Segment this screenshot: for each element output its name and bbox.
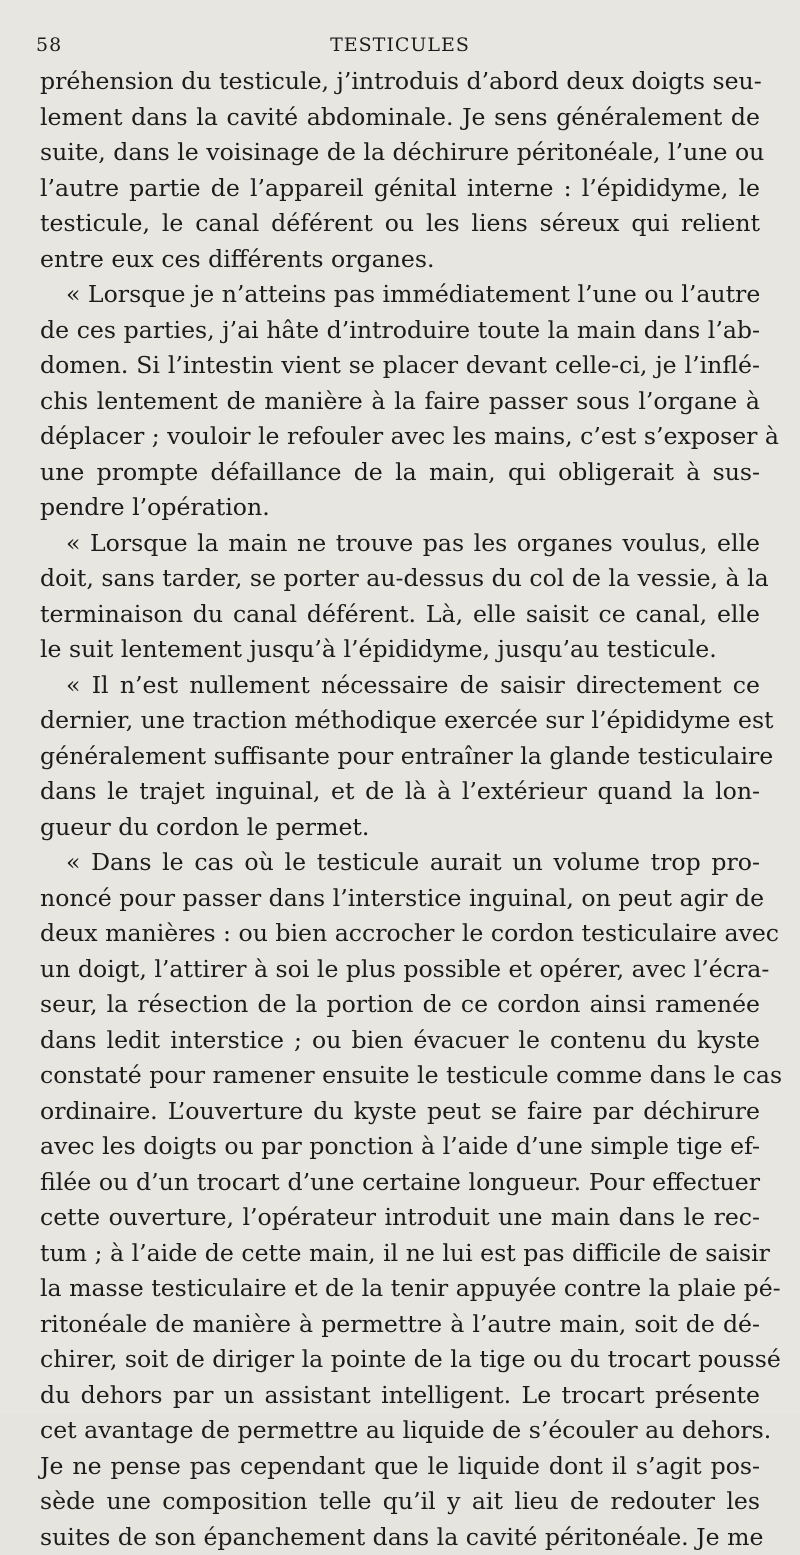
text-line: « Dans le cas où le testicule aurait un volume trop pro- (40, 845, 760, 881)
text-line: ritonéale de manière à permettre à l’autre main, soit de dé- (40, 1307, 760, 1343)
text-line: préhension du testicule, j’introduis d’abord deux doigts seu- (40, 64, 760, 100)
text-line: filée ou d’un trocart d’une certaine longueur. Pour effectuer (40, 1165, 760, 1201)
text-line: ordinaire. L’ouverture du kyste peut se faire par déchirure (40, 1094, 760, 1130)
text-line: « Lorsque la main ne trouve pas les organes voulus, elle (40, 526, 760, 562)
text-line: la masse testiculaire et de la tenir appuyée contre la plaie pé- (40, 1271, 760, 1307)
text-line: suites de son épanchement dans la cavité péritonéale. Je me (40, 1520, 760, 1555)
text-line: de ces parties, j’ai hâte d’introduire toute la main dans l’ab- (40, 313, 760, 349)
text-line: dans le trajet inguinal, et de là à l’extérieur quand la lon- (40, 774, 760, 810)
text-line: entre eux ces différents organes. (40, 242, 760, 278)
text-line: le suit lentement jusqu’à l’épididyme, jusqu’au testicule. (40, 632, 760, 668)
running-head: TESTICULES (40, 34, 760, 56)
text-line: Je ne pense pas cependant que le liquide dont il s’agit pos- (40, 1449, 760, 1485)
text-line: généralement suffisante pour entraîner la glande testiculaire (40, 739, 760, 775)
text-line: tum ; à l’aide de cette main, il ne lui est pas difficile de saisir (40, 1236, 760, 1272)
body-text (40, 64, 760, 1555)
text-line: sède une composition telle qu’il y ait lieu de redouter les (40, 1484, 760, 1520)
text-line: domen. Si l’intestin vient se placer devant celle-ci, je l’inflé- (40, 348, 760, 384)
page-number: 58 (36, 34, 62, 56)
page-header (40, 28, 760, 64)
text-line: déplacer ; vouloir le refouler avec les mains, c’est s’exposer à (40, 419, 760, 455)
text-line: cette ouverture, l’opérateur introduit une main dans le rec- (40, 1200, 760, 1236)
text-line: une prompte défaillance de la main, qui obligerait à sus- (40, 455, 760, 491)
text-line: constaté pour ramener ensuite le testicule comme dans le cas (40, 1058, 760, 1094)
text-line: gueur du cordon le permet. (40, 810, 760, 846)
text-line: un doigt, l’attirer à soi le plus possible et opérer, avec l’écra- (40, 952, 760, 988)
text-line: dernier, une traction méthodique exercée sur l’épididyme est (40, 703, 760, 739)
text-line: chirer, soit de diriger la pointe de la tige ou du trocart poussé (40, 1342, 760, 1378)
text-line: « Il n’est nullement nécessaire de saisir directement ce (40, 668, 760, 704)
text-line: l’autre partie de l’appareil génital interne : l’épididyme, le (40, 171, 760, 207)
text-line: lement dans la cavité abdominale. Je sens généralement de (40, 100, 760, 136)
text-line: terminaison du canal déférent. Là, elle saisit ce canal, elle (40, 597, 760, 633)
text-line: testicule, le canal déférent ou les liens séreux qui relient (40, 206, 760, 242)
text-line: noncé pour passer dans l’interstice inguinal, on peut agir de (40, 881, 760, 917)
text-line: cet avantage de permettre au liquide de s’écouler au dehors. (40, 1413, 760, 1449)
text-line: suite, dans le voisinage de la déchirure péritonéale, l’une ou (40, 135, 760, 171)
text-line: chis lentement de manière à la faire passer sous l’organe à (40, 384, 760, 420)
text-line: seur, la résection de la portion de ce cordon ainsi ramenée (40, 987, 760, 1023)
text-line: du dehors par un assistant intelligent. Le trocart présente (40, 1378, 760, 1414)
text-line: avec les doigts ou par ponction à l’aide d’une simple tige ef- (40, 1129, 760, 1165)
text-line: deux manières : ou bien accrocher le cordon testiculaire avec (40, 916, 760, 952)
text-line: dans ledit interstice ; ou bien évacuer le contenu du kyste (40, 1023, 760, 1059)
text-line: doit, sans tarder, se porter au-dessus du col de la vessie, à la (40, 561, 760, 597)
text-line: pendre l’opération. (40, 490, 760, 526)
text-line: « Lorsque je n’atteins pas immédiatement l’une ou l’autre (40, 277, 760, 313)
